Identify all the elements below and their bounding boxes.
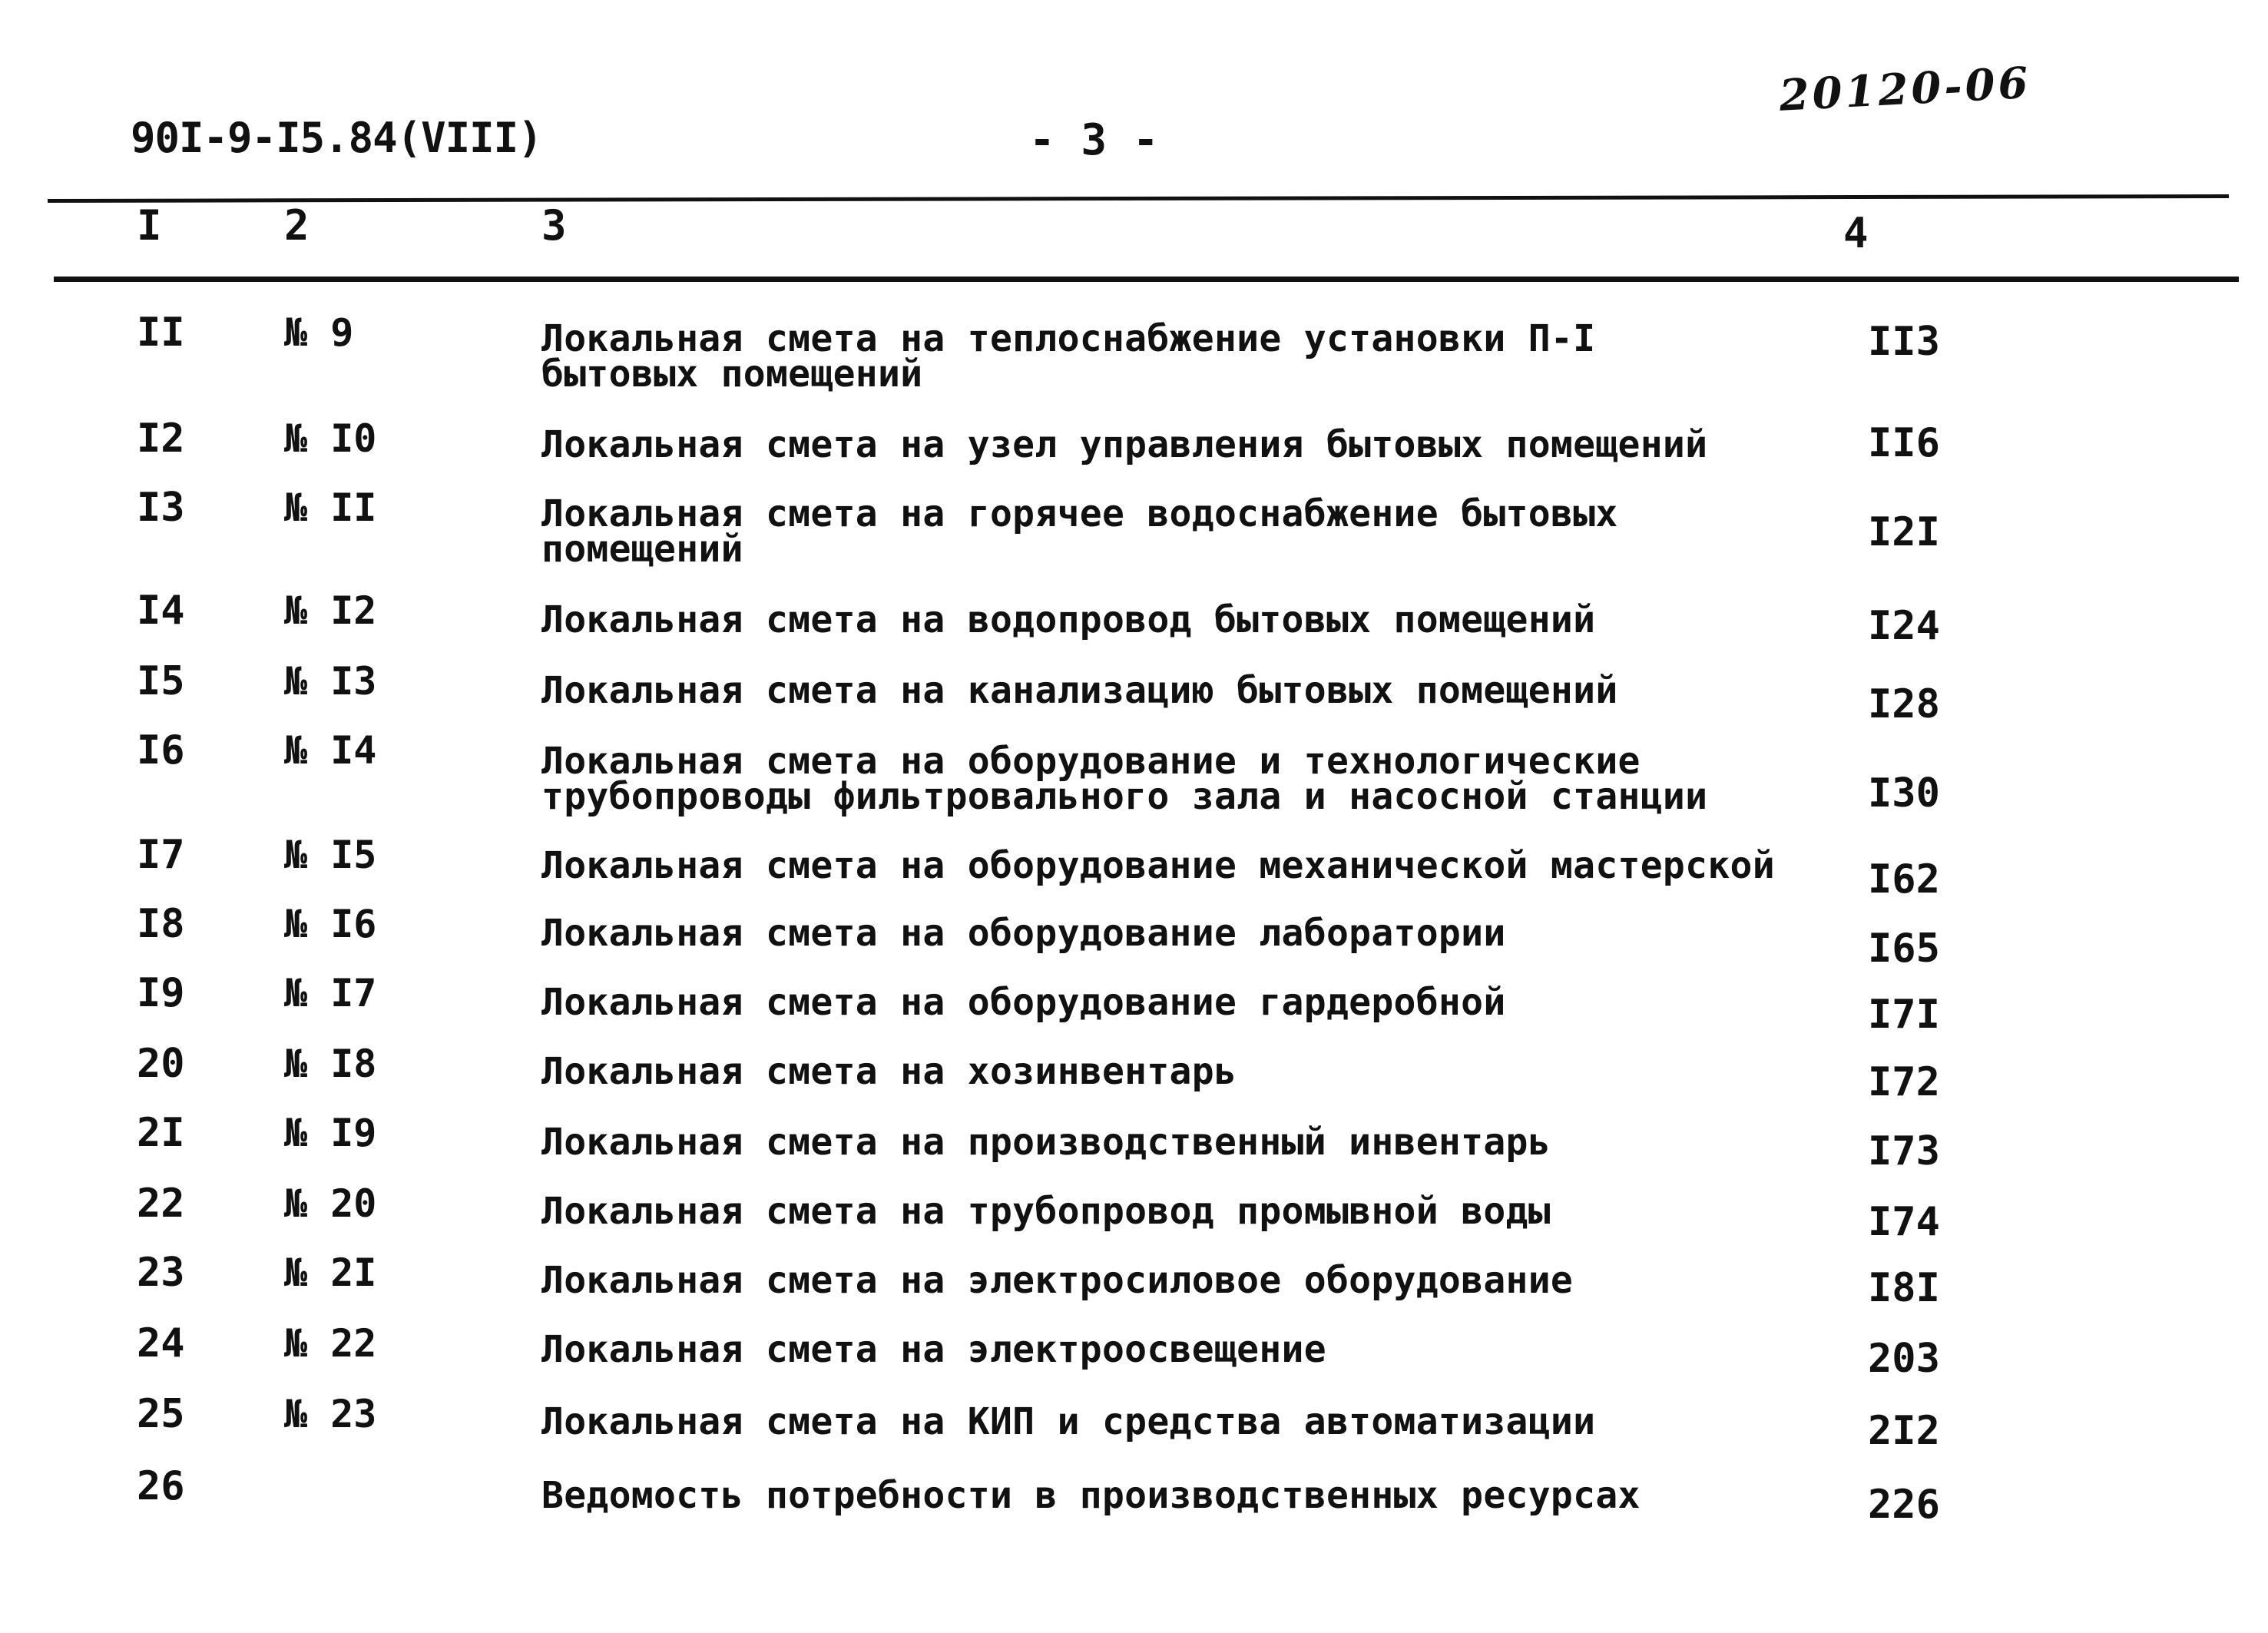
row-description bbox=[541, 1474, 1786, 1517]
estimate-ref: № I9 bbox=[284, 1111, 377, 1155]
estimate-ref: № I3 bbox=[284, 659, 377, 704]
page-ref: 203 bbox=[1868, 1336, 1940, 1382]
table-header-rule bbox=[54, 277, 2239, 282]
row-description bbox=[541, 669, 1786, 712]
row-description bbox=[541, 844, 1786, 887]
column-header-1: I bbox=[137, 201, 162, 250]
estimate-ref: № I0 bbox=[284, 416, 377, 461]
estimate-ref: № 22 bbox=[284, 1321, 377, 1366]
page-ref: I73 bbox=[1868, 1128, 1940, 1174]
row-number: I7 bbox=[137, 832, 185, 878]
row-number: 20 bbox=[137, 1041, 185, 1087]
column-header-3: 3 bbox=[541, 201, 567, 250]
description-line: Локальная смета на оборудование и технологические bbox=[541, 740, 1641, 783]
page-ref: I28 bbox=[1868, 681, 1940, 727]
description-line: Локальная смета на теплоснабжение установки П-I bbox=[541, 317, 1596, 360]
estimate-ref: № 20 bbox=[284, 1181, 377, 1226]
description-line: Локальная смета на водопровод бытовых помещений bbox=[541, 598, 1596, 641]
row-number: I6 bbox=[137, 727, 185, 773]
page-ref: 226 bbox=[1868, 1482, 1940, 1528]
description-line: Ведомость потребности в производственных ресурсах bbox=[541, 1474, 1641, 1517]
row-description bbox=[541, 1328, 1786, 1371]
row-description bbox=[541, 423, 1786, 466]
row-description bbox=[541, 492, 1786, 571]
page-number: - 3 - bbox=[1029, 115, 1159, 165]
page-ref: I65 bbox=[1868, 926, 1940, 972]
row-number: I9 bbox=[137, 970, 185, 1016]
row-description bbox=[541, 981, 1786, 1024]
document-code: 90I-9-I5.84(VIII) bbox=[131, 114, 542, 162]
description-line: Локальная смета на оборудование лаборатории bbox=[541, 912, 1506, 955]
description-line: Локальная смета на канализацию бытовых помещений bbox=[541, 669, 1618, 712]
estimate-ref: № I6 bbox=[284, 902, 377, 946]
row-description bbox=[541, 740, 1786, 818]
page-ref: I24 bbox=[1868, 603, 1940, 649]
description-line: Локальная смета на узел управления бытовых помещений bbox=[541, 423, 1708, 466]
estimate-ref: № 9 bbox=[284, 310, 354, 355]
row-description bbox=[541, 912, 1786, 955]
row-number: I8 bbox=[137, 901, 185, 947]
column-header-4: 4 bbox=[1843, 209, 1869, 257]
row-number: I4 bbox=[137, 588, 185, 634]
page-ref: II6 bbox=[1868, 420, 1940, 466]
row-description bbox=[541, 317, 1786, 396]
estimate-ref: № I7 bbox=[284, 971, 377, 1015]
page-ref: I72 bbox=[1868, 1059, 1940, 1105]
description-line: Локальная смета на электроосвещение bbox=[541, 1328, 1326, 1371]
estimate-ref: № II bbox=[284, 485, 377, 530]
row-number: I2 bbox=[137, 416, 185, 462]
description-line: Локальная смета на горячее водоснабжение бытовых bbox=[541, 492, 1618, 535]
row-number: 22 bbox=[137, 1181, 185, 1227]
row-description bbox=[541, 1190, 1786, 1233]
column-header-2: 2 bbox=[284, 201, 310, 250]
row-number: II bbox=[137, 310, 185, 356]
description-line: помещений bbox=[541, 528, 743, 571]
row-description bbox=[541, 1121, 1786, 1164]
description-line: трубопроводы фильтровального зала и насосной станции bbox=[541, 775, 1708, 818]
estimate-ref: № I4 bbox=[284, 728, 377, 773]
row-number: I3 bbox=[137, 485, 185, 531]
table-top-rule bbox=[48, 194, 2229, 203]
estimate-ref: № 2I bbox=[284, 1250, 377, 1295]
row-number: 23 bbox=[137, 1250, 185, 1296]
page-ref: I62 bbox=[1868, 856, 1940, 903]
page-ref: I74 bbox=[1868, 1199, 1940, 1245]
description-line: Локальная смета на хозинвентарь bbox=[541, 1050, 1237, 1093]
row-number: 2I bbox=[137, 1110, 185, 1156]
estimate-ref: № 23 bbox=[284, 1392, 377, 1436]
row-description bbox=[541, 598, 1786, 641]
page-ref: I2I bbox=[1868, 509, 1940, 555]
row-description bbox=[541, 1050, 1786, 1093]
description-line: Локальная смета на оборудование механической мастерской bbox=[541, 844, 1775, 887]
row-description bbox=[541, 1259, 1786, 1302]
page-ref: I7I bbox=[1868, 992, 1940, 1038]
row-number: I5 bbox=[137, 658, 185, 704]
page-ref: 2I2 bbox=[1868, 1408, 1940, 1454]
page-ref: I8I bbox=[1868, 1265, 1940, 1311]
estimate-ref: № I8 bbox=[284, 1042, 377, 1086]
description-line: Локальная смета на электросиловое оборудование bbox=[541, 1259, 1574, 1302]
row-number: 26 bbox=[137, 1463, 185, 1509]
description-line: Локальная смета на трубопровод промывной воды bbox=[541, 1190, 1551, 1233]
description-line: бытовых помещений bbox=[541, 353, 923, 396]
row-description bbox=[541, 1400, 1786, 1443]
page-ref: I30 bbox=[1868, 770, 1940, 816]
row-number: 25 bbox=[137, 1391, 185, 1437]
archive-number: 20120-06 bbox=[1778, 57, 2033, 121]
description-line: Локальная смета на КИП и средства автоматизации bbox=[541, 1400, 1596, 1443]
page-ref: II3 bbox=[1868, 319, 1940, 365]
description-line: Локальная смета на производственный инвентарь bbox=[541, 1121, 1551, 1164]
estimate-ref: № I5 bbox=[284, 833, 377, 877]
description-line: Локальная смета на оборудование гардеробной bbox=[541, 981, 1506, 1024]
row-number: 24 bbox=[137, 1320, 185, 1366]
estimate-ref: № I2 bbox=[284, 588, 377, 633]
